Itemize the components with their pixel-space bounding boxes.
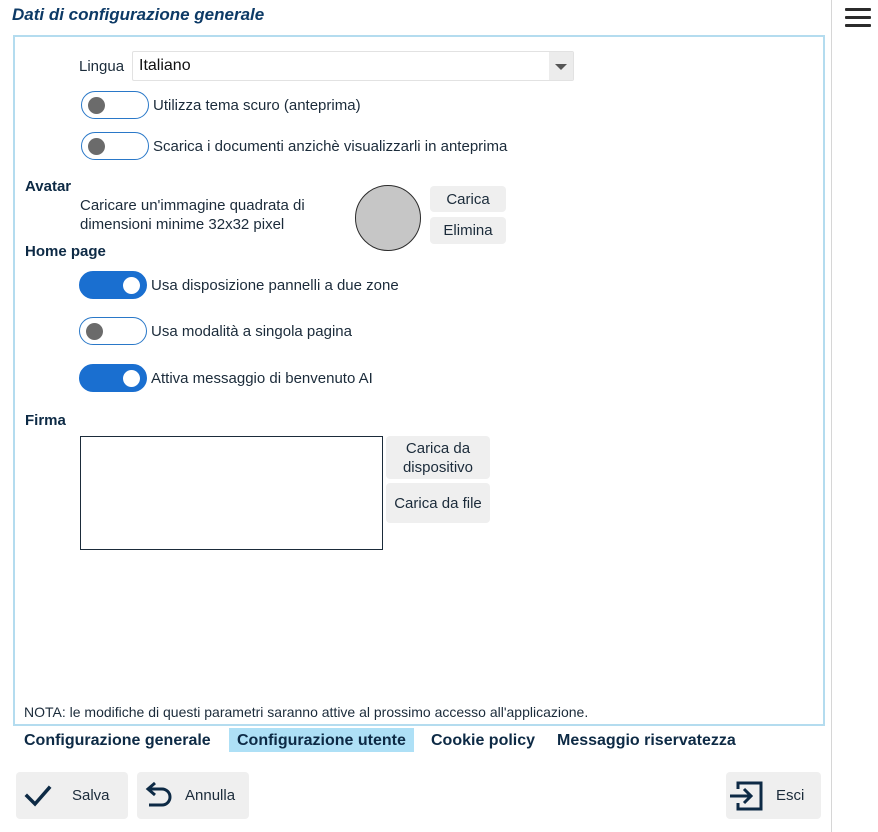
checkmark-icon [24,784,52,808]
two-zone-layout-toggle[interactable] [79,271,147,299]
avatar-delete-button[interactable]: Elimina [430,217,506,244]
exit-label: Esci [776,787,805,804]
page-title: Dati di configurazione generale [12,5,265,24]
exit-icon [728,779,764,813]
signature-section-title: Firma [25,412,66,429]
avatar-hint-line1: Caricare un'immagine quadrata di [80,197,305,214]
ai-welcome-toggle[interactable] [79,364,147,392]
hamburger-menu-icon[interactable] [843,6,873,28]
signature-upload-device-line1: Carica da [405,439,471,457]
avatar-section-title: Avatar [25,178,72,195]
language-label: Lingua [79,58,125,75]
ai-welcome-label: Attiva messaggio di benvenuto AI [151,370,373,387]
tab-general-configuration[interactable]: Configurazione generale [24,732,211,749]
single-page-label: Usa modalità a singola pagina [151,323,352,340]
avatar-hint-line2: dimensioni minime 32x32 pixel [80,216,285,233]
language-value: Italiano [139,57,191,74]
signature-upload-device-button[interactable] [386,436,490,479]
download-docs-toggle[interactable] [81,132,149,160]
signature-upload-file-button[interactable]: Carica da file [386,483,490,523]
avatar [355,185,421,251]
dark-theme-toggle[interactable] [81,91,149,119]
signature-canvas[interactable] [80,436,383,550]
two-zone-layout-label: Usa disposizione pannelli a due zone [151,277,399,294]
single-page-toggle[interactable] [79,317,147,345]
dark-theme-label: Utilizza tema scuro (anteprima) [153,97,361,114]
download-docs-label: Scarica i documenti anzichè visualizzarli in anteprima [153,138,508,155]
cancel-button[interactable] [137,772,249,819]
language-dropdown-button[interactable] [549,52,573,80]
settings-panel [13,35,825,726]
tab-cookie-policy[interactable]: Cookie policy [431,732,536,749]
signature-upload-device-line2: dispositivo [402,458,474,476]
tab-privacy-message[interactable]: Messaggio riservatezza [557,732,736,749]
save-label: Salva [72,787,110,804]
note-text: NOTA: le modifiche di questi parametri saranno attive al prossimo accesso all'applicazione. [24,704,589,720]
home-page-section-title: Home page [25,243,106,260]
undo-icon [141,780,175,812]
chevron-down-icon [555,64,567,70]
save-button[interactable] [16,772,128,819]
tab-user-configuration[interactable]: Configurazione utente [229,728,414,752]
exit-button[interactable] [726,772,821,819]
avatar-upload-button[interactable]: Carica [430,186,506,212]
vertical-divider [831,0,832,832]
language-select[interactable] [132,51,574,81]
cancel-label: Annulla [185,787,236,804]
